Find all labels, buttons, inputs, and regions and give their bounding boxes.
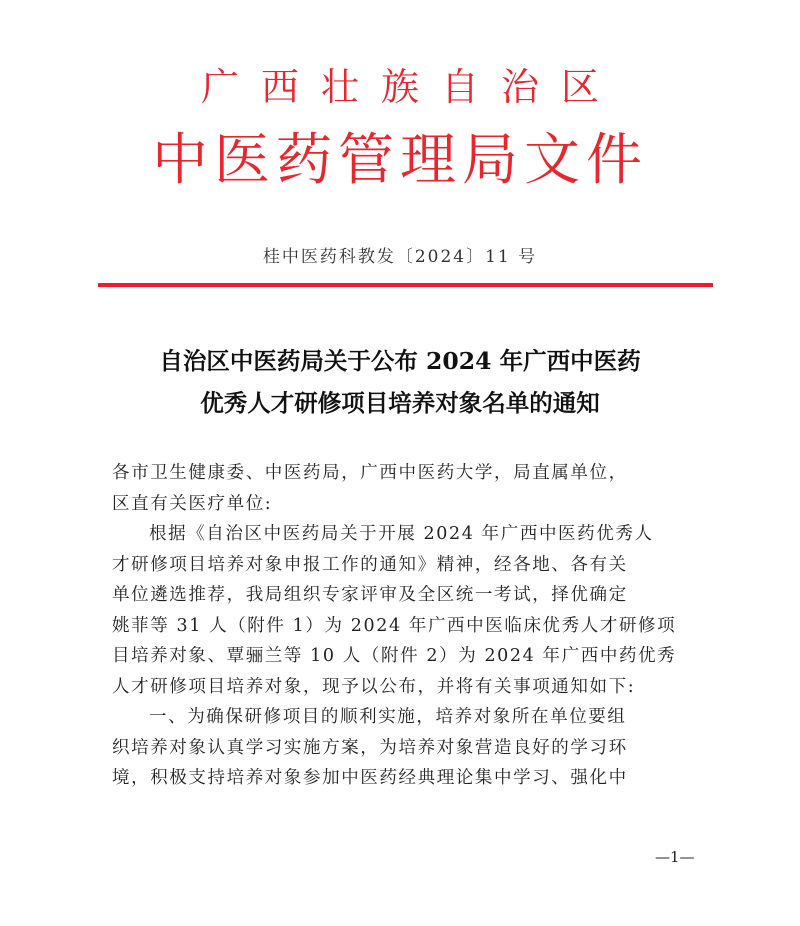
- body-line: 区直有关医疗单位:: [112, 493, 273, 514]
- body-line: 姚菲等 31 人（附件 1）为 2024 年广西中医临床优秀人才研修项: [112, 615, 677, 636]
- red-divider: [98, 283, 713, 287]
- body-line: 目培养对象、覃骊兰等 10 人（附件 2）为 2024 年广西中药优秀: [112, 646, 677, 666]
- title-line: 自治区中医药局关于公布 2024 年广西中医药: [159, 347, 641, 375]
- body-line: 织培养对象认真学习实施方案，为培养对象营造良好的学习环: [112, 737, 628, 758]
- body-line: 人才研修项目培养对象，现予以公布，并将有关事项通知如下:: [112, 676, 636, 697]
- issuer-region: 广西壮族自治区: [200, 65, 621, 109]
- body-line: 各市卫生健康委、中医药局，广西中医药大学，局直属单位，: [112, 463, 628, 483]
- issuer-name: 中医药管理局文件: [152, 128, 648, 193]
- body-line: 一、为确保研修项目的顺利实施，培养对象所在单位要组: [149, 707, 627, 727]
- document-title: [80, 340, 720, 424]
- body-line: 根据《自治区中医药局关于开展 2024 年广西中医药优秀人: [149, 524, 654, 544]
- document-body: [112, 458, 702, 794]
- page-number: —1—: [655, 848, 695, 866]
- document-number: 桂中医药科教发〔2024〕11 号: [262, 247, 538, 267]
- body-line: 单位遴选推荐，我局组织专家评审及全区统一考试，择优确定: [112, 585, 628, 605]
- title-line: 优秀人才研修项目培养对象名单的通知: [200, 389, 600, 417]
- body-line: 才研修项目培养对象申报工作的通知》精神，经各地、各有关: [112, 554, 628, 575]
- body-line: 境，积极支持培养对象参加中医药经典理论集中学习、强化中: [112, 768, 628, 788]
